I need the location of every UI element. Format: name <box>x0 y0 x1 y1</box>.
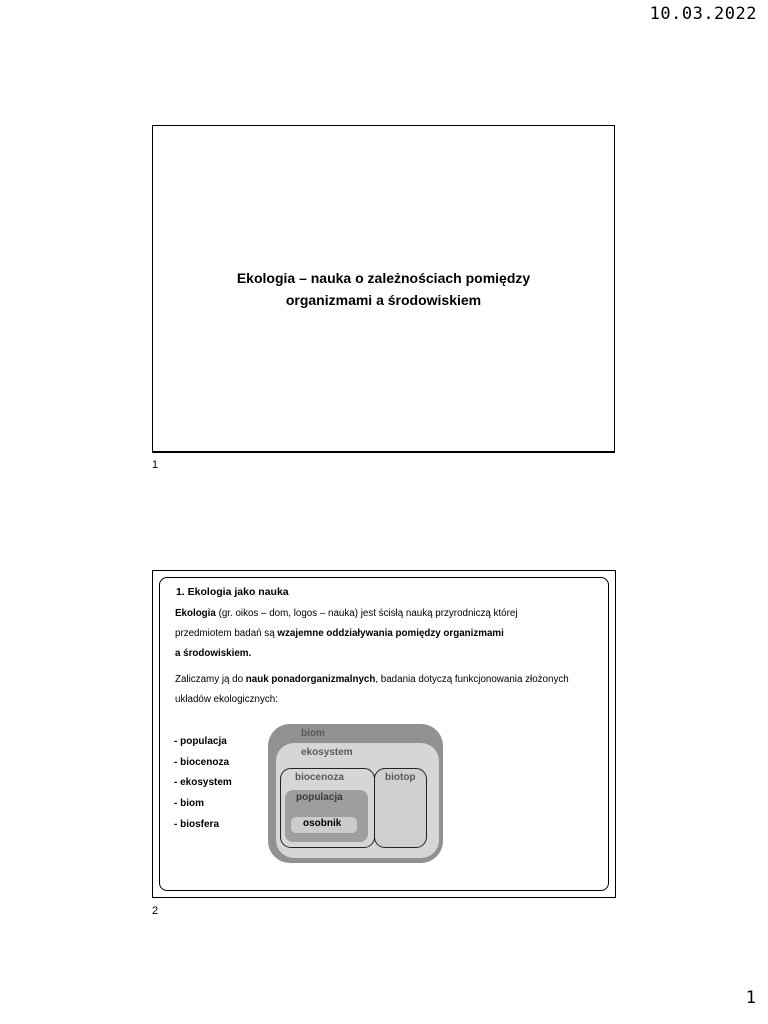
diagram-label-biocenoza: biocenoza <box>295 772 344 783</box>
slide-2-frame <box>159 577 609 891</box>
definition-paragraph <box>175 604 518 664</box>
list-item: - biom <box>174 798 204 810</box>
ecological-levels-list <box>174 732 232 836</box>
classification-emphasis: nauk ponadorganizmalnych <box>245 674 376 685</box>
list-item: - ekosystem <box>174 777 232 789</box>
classification-text-3: układów ekologicznych: <box>175 694 278 705</box>
list-item: - biocenoza <box>174 756 230 768</box>
diagram-biom <box>268 724 443 863</box>
slide-1-number: 1 <box>152 459 159 471</box>
definition-text-2: przedmiotem badań są <box>175 628 278 639</box>
diagram-label-populacja: populacja <box>296 792 343 803</box>
diagram-biotop <box>374 768 427 848</box>
diagram-osobnik <box>291 817 357 833</box>
diagram-populacja <box>285 790 368 842</box>
definition-text-1: (gr. oikos – dom, logos – nauka) jest ścisłą nauką przyrodniczą której <box>215 608 518 619</box>
classification-text-2: , badania dotyczą funkcjonowania złożonych <box>375 674 569 685</box>
page-number: 1 <box>745 988 756 1008</box>
diagram-ekosystem <box>276 743 439 858</box>
list-item: - populacja <box>174 736 227 747</box>
classification-paragraph <box>175 670 569 710</box>
slide-1-title-line-1: Ekologia – nauka o zależnościach pomiędzy <box>236 269 531 286</box>
diagram-label-osobnik: osobnik <box>303 818 342 829</box>
diagram-label-biom: biom <box>301 728 325 739</box>
slide-1 <box>152 125 615 453</box>
diagram-label-ekosystem: ekosystem <box>301 747 353 758</box>
diagram-biocenoza <box>280 768 375 848</box>
term-ekologia: Ekologia <box>175 608 216 619</box>
definition-emphasis-1: wzajemne oddziaływania pomiędzy organizmami <box>277 628 504 639</box>
slide-1-title <box>237 267 530 311</box>
list-item: - biosfera <box>174 818 220 830</box>
diagram-label-biotop: biotop <box>385 772 416 783</box>
slide-2 <box>152 570 616 898</box>
slide-2-heading: 1. Ekologia jako nauka <box>176 586 289 598</box>
slide-2-number: 2 <box>152 905 159 917</box>
definition-emphasis-2: a środowiskiem. <box>175 648 252 659</box>
document-date: 10.03.2022 <box>649 4 757 24</box>
slide-1-title-line-2: organizmami a środowiskiem <box>285 291 482 308</box>
classification-text-1: Zaliczamy ją do <box>175 674 246 685</box>
